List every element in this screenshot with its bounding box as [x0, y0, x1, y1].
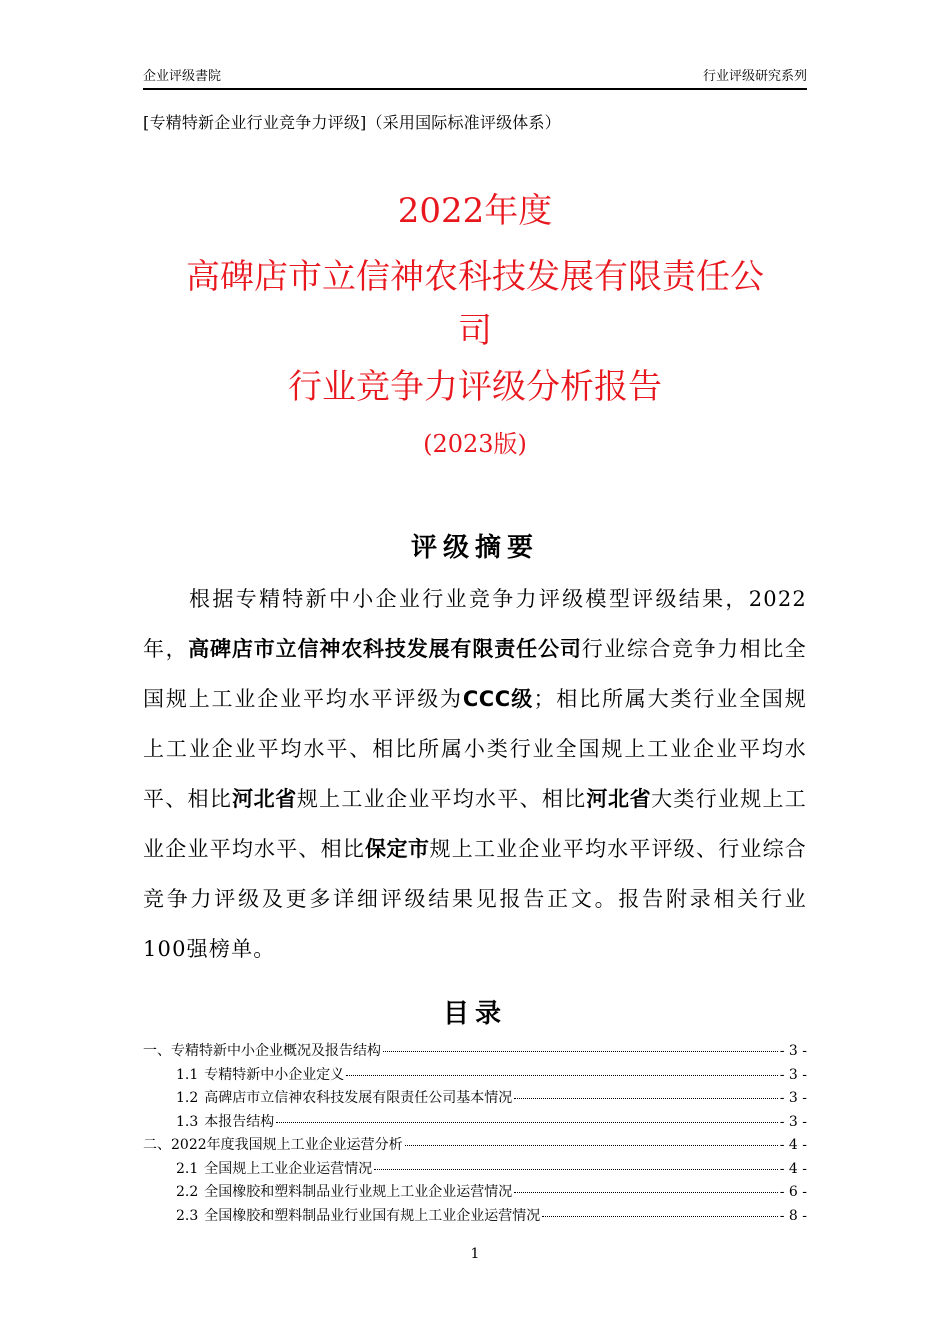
toc-entry-number: 1.3 [176, 1113, 199, 1130]
toc-leader-dots [383, 1037, 778, 1052]
summary-heading: 评级摘要 [410, 533, 539, 563]
toc-entry-label: 全国橡胶和塑料制品业行业规上工业企业运营情况 [204, 1184, 513, 1200]
toc-entry-label: 本报告结构 [204, 1113, 275, 1130]
toc-entry-page: - 3 - [779, 1113, 807, 1130]
rating-emphasis: CCC级 [462, 687, 534, 711]
toc-entry-page: - 8 - [779, 1207, 807, 1224]
summary-text: 行业综合竞争力相比全国规上工业企业平均水平评级为 [143, 637, 808, 711]
title-company-line1: 高碑店市立信神农科技发展有限责任公 [186, 257, 764, 297]
toc-leader-dots [346, 1061, 777, 1076]
toc-entry-label: 二、2022年度我国规上工业企业运营分析 [143, 1137, 403, 1153]
toc-entry-page: - 3 - [779, 1066, 807, 1083]
title-company-line2: 司 [458, 311, 492, 351]
toc-leader-dots [514, 1084, 777, 1099]
toc-entry-page: - 6 - [779, 1184, 807, 1200]
toc-entry-label: 高碑店市立信神农科技发展有限责任公司基本情况 [204, 1090, 513, 1106]
toc-entry-label: 全国橡胶和塑料制品业行业国有规上工业企业运营情况 [204, 1207, 541, 1224]
toc-entry[interactable] [143, 1205, 807, 1229]
summary-text: ；相比所属大类行业全国规上工业企业平均水平、相比所属小类行业全国规上工业企业平均水平、相比 [143, 687, 807, 811]
title-year: 2022年度 [397, 191, 553, 231]
toc-leader-dots [276, 1108, 777, 1123]
header-publisher: 企业评级書院 [143, 69, 222, 84]
company-name-emphasis: 高碑店市立信神农科技发展有限责任公司 [188, 637, 582, 661]
city-emphasis: 保定市 [365, 837, 430, 861]
toc-entry-number: 1.1 [176, 1066, 199, 1083]
toc-heading: 目录 [442, 999, 507, 1029]
header-series: 行业评级研究系列 [702, 69, 807, 84]
summary-paragraph [143, 574, 807, 974]
title-report: 行业竞争力评级分析报告 [288, 367, 662, 407]
toc-leader-dots [514, 1178, 777, 1193]
province-emphasis: 河北省 [232, 787, 297, 811]
summary-text: 规上工业企业平均水平评级、行业综合竞争力评级及更多详细评级结果见报告正文。报告附录相关行业100强榜单。 [143, 837, 807, 961]
toc-entry-number: 2.3 [176, 1207, 199, 1224]
toc-leader-dots [405, 1131, 778, 1146]
toc-entry-number: 1.2 [176, 1090, 199, 1106]
summary-text: 大类行业规上工业企业平均水平、相比 [143, 787, 808, 861]
title-edition: (2023版) [423, 430, 527, 458]
table-of-contents [143, 1040, 807, 1228]
toc-entry-label: 一、专精特新中小企业概况及报告结构 [143, 1043, 381, 1059]
running-header [143, 68, 807, 88]
toc-entry-label: 全国规上工业企业运营情况 [204, 1160, 373, 1177]
toc-leader-dots [542, 1202, 777, 1217]
title-company [143, 250, 807, 358]
toc-entry-page: - 4 - [779, 1160, 807, 1177]
series-tag: [专精特新企业行业竞争力评级]（采用国际标准评级体系） [143, 113, 561, 132]
summary-text: 规上工业企业平均水平、相比 [296, 787, 587, 811]
toc-entry-number: 2.1 [176, 1160, 199, 1177]
toc-entry-page: - 3 - [779, 1043, 807, 1059]
province-emphasis: 河北省 [586, 787, 652, 811]
toc-entry-label: 专精特新中小企业定义 [204, 1066, 345, 1083]
toc-entry-page: - 3 - [779, 1090, 807, 1106]
toc-entry-number: 2.2 [176, 1184, 199, 1200]
toc-entry-page: - 4 - [779, 1137, 807, 1153]
header-rule [143, 88, 807, 90]
summary-text: 根据专精特新中小企业行业竞争力评级模型评级结果，2022年， [143, 587, 807, 661]
page-number: 1 [470, 1246, 480, 1262]
toc-leader-dots [374, 1155, 777, 1170]
